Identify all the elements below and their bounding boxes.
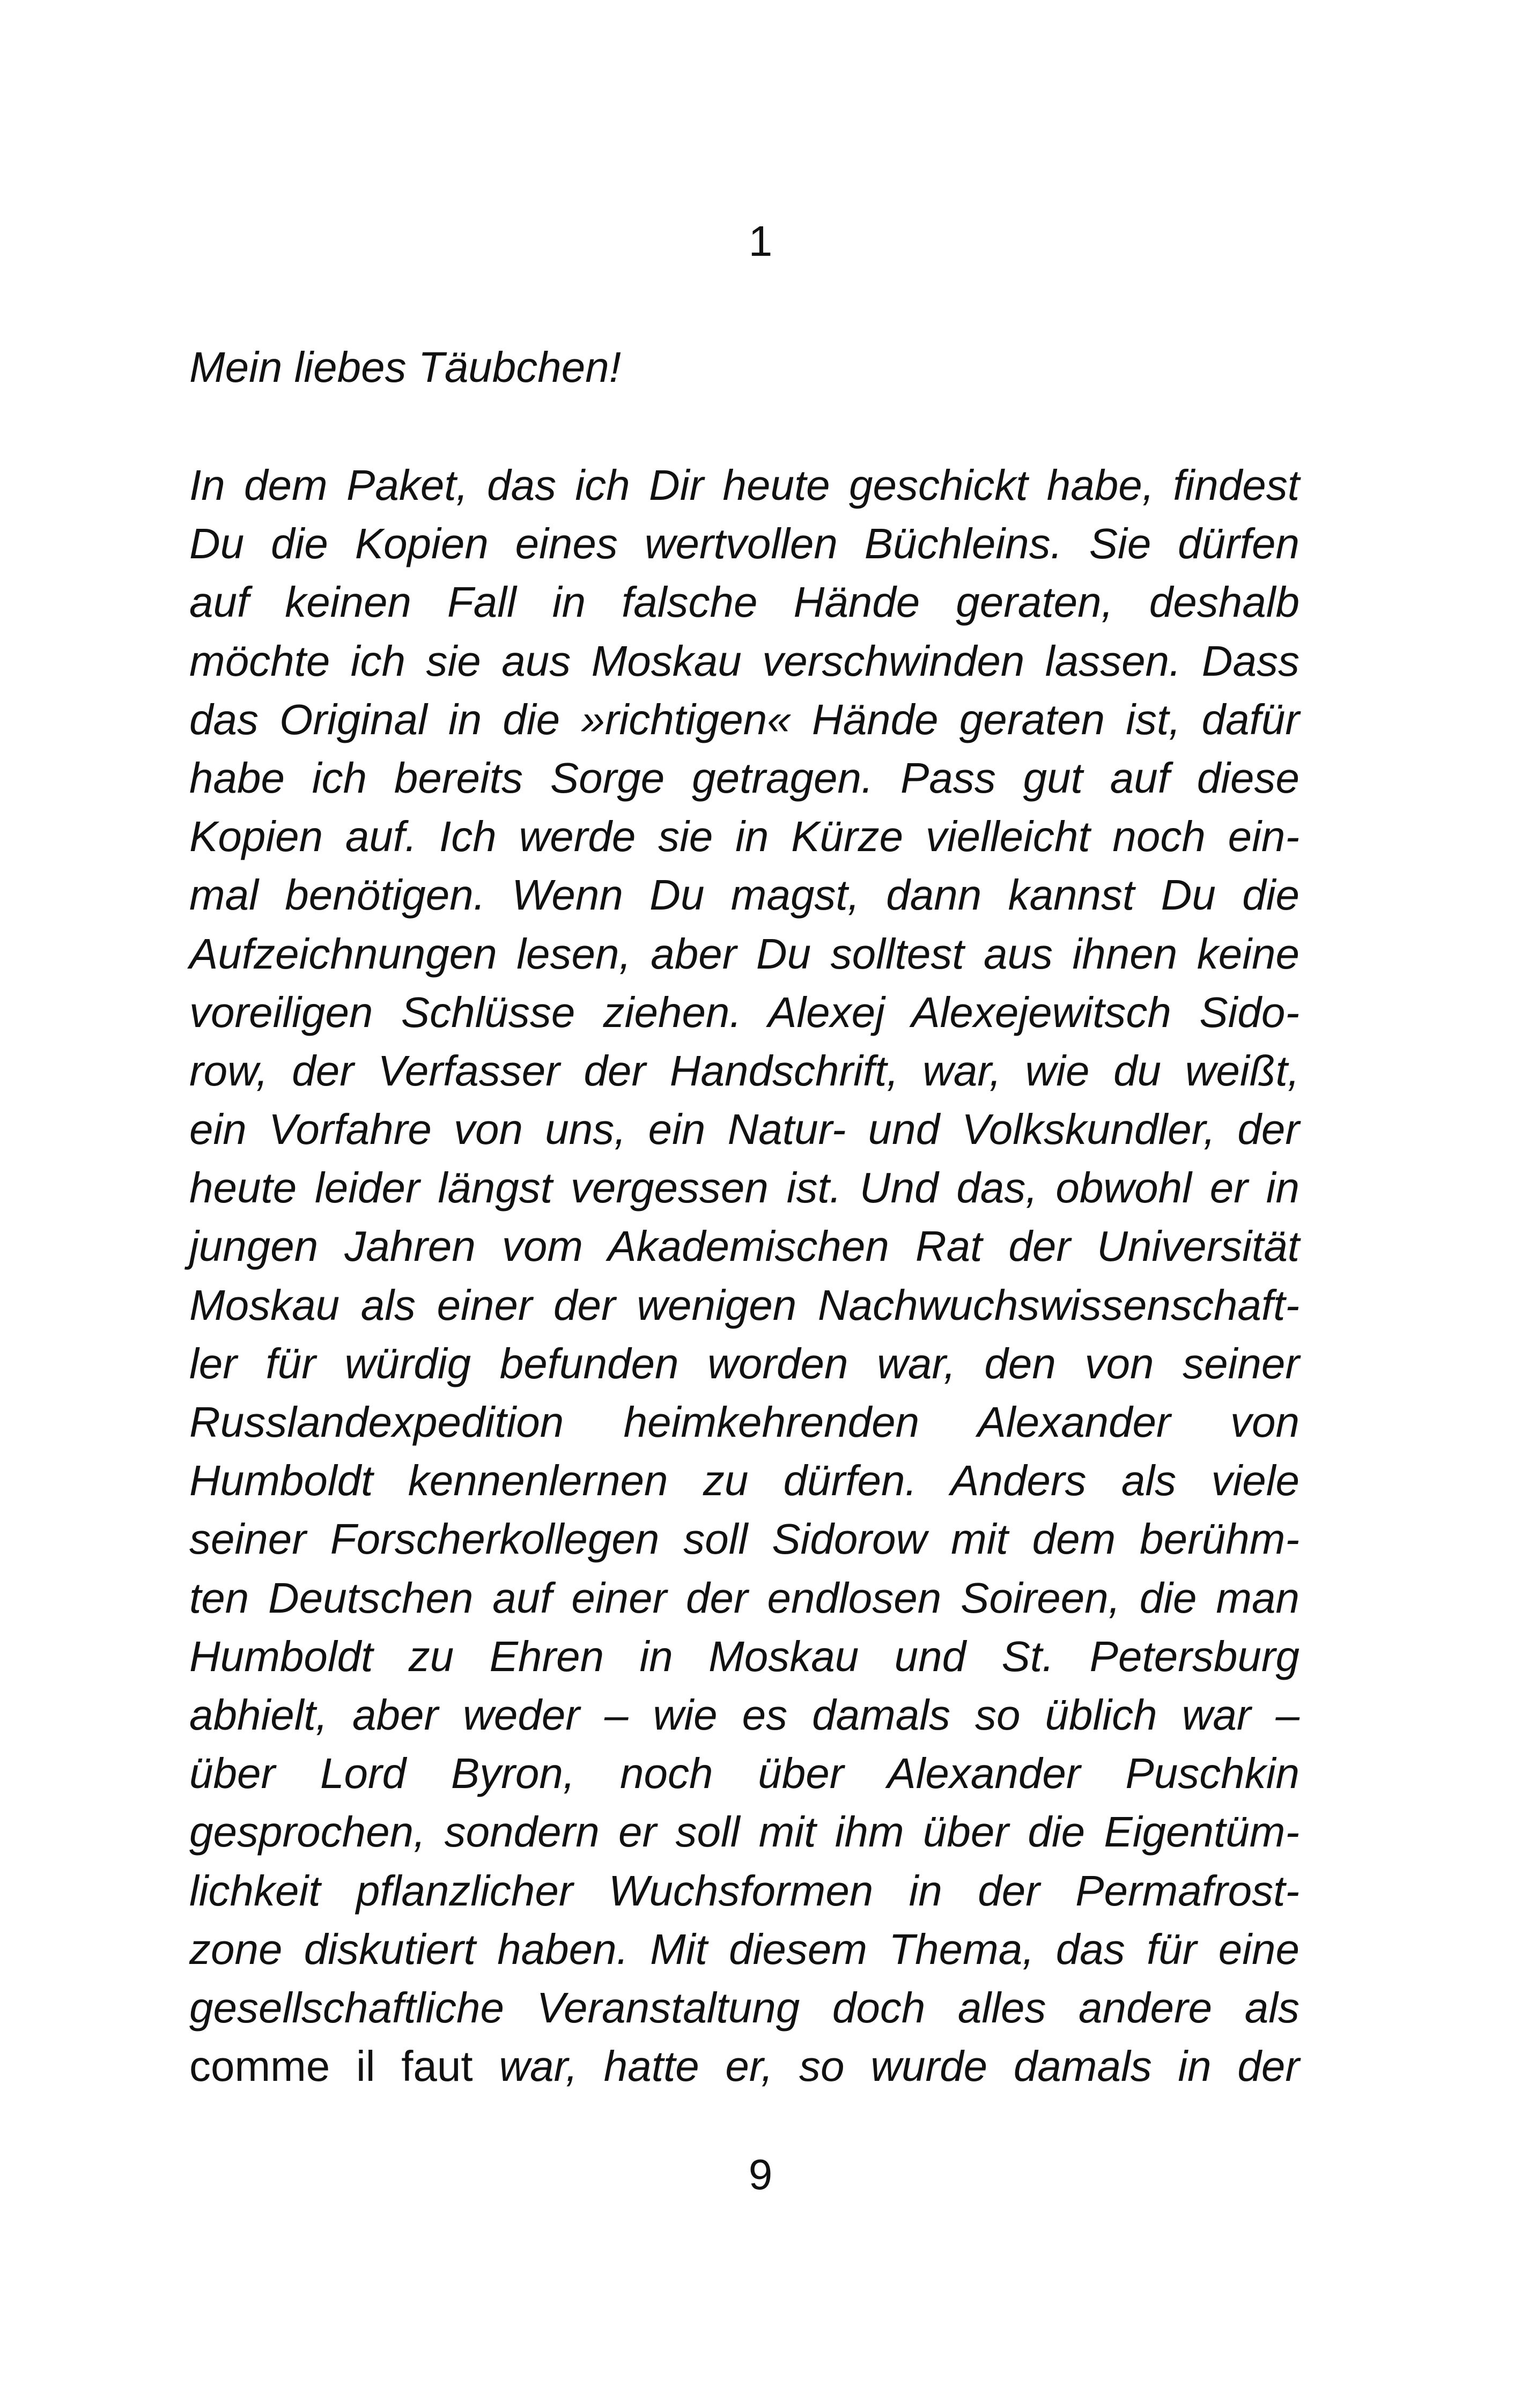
page-number: 9	[748, 2151, 773, 2198]
text-line: Moskau als einer der wenigen Nachwuchswissenschaft-	[189, 1281, 1300, 1329]
text-line: voreiligen Schlüsse ziehen. Alexej Alexejewitsch Sido-	[189, 988, 1300, 1036]
text-line: zone diskutiert haben. Mit diesem Thema, das für eine	[189, 1925, 1300, 1973]
text-line: lichkeit pflanzlicher Wuchsformen in der Permafrost-	[189, 1866, 1300, 1915]
final-text-line	[189, 2037, 1300, 2095]
text-line: mal benötigen. Wenn Du magst, dann kannst Du die	[189, 871, 1300, 919]
text-line: ten Deutschen auf einer der endlosen Soireen, die man	[189, 1574, 1300, 1622]
text-line: gesprochen, sondern er soll mit ihm über die Eigentüm-	[189, 1808, 1300, 1856]
text-line: abhielt, aber weder – wie es damals so üblich war –	[189, 1690, 1300, 1739]
text-line: Du die Kopien eines wertvollen Büchleins. Sie dürfen	[189, 520, 1300, 568]
text-line: seiner Forscherkollegen soll Sidorow mit dem berühm-	[189, 1515, 1300, 1563]
text-line: row, der Verfasser der Handschrift, war, wie du weißt,	[189, 1046, 1300, 1095]
text-line: auf keinen Fall in falsche Hände geraten, deshalb	[189, 578, 1300, 626]
letter-body	[189, 456, 1300, 2095]
roman-phrase: comme il faut	[189, 2042, 473, 2091]
text-line: Aufzeichnungen lesen, aber Du solltest aus ihnen keine	[189, 929, 1300, 978]
text-line: gesellschaftliche Veranstaltung doch alles andere als	[189, 1983, 1300, 2032]
text-line: Russlandexpedition heimkehrenden Alexander von	[189, 1398, 1300, 1446]
text-line: jungen Jahren vom Akademischen Rat der Universität	[189, 1222, 1300, 1271]
text-line: habe ich bereits Sorge getragen. Pass gut auf diese	[189, 754, 1300, 802]
text-line: Humboldt zu Ehren in Moskau und St. Petersburg	[189, 1632, 1300, 1680]
text-line: ler für würdig befunden worden war, den von seiner	[189, 1339, 1300, 1387]
italic-phrase: war, hatte er, so wurde damals in der	[472, 2042, 1300, 2091]
chapter-number: 1	[748, 217, 773, 265]
letter-salutation: Mein liebes Täubchen!	[189, 343, 621, 391]
text-line: Humboldt kennenlernen zu dürfen. Anders als viele	[189, 1457, 1300, 1505]
text-line: über Lord Byron, noch über Alexander Puschkin	[189, 1749, 1300, 1798]
text-line: heute leider längst vergessen ist. Und das, obwohl er in	[189, 1164, 1300, 1212]
text-line: möchte ich sie aus Moskau verschwinden lassen. Dass	[189, 637, 1300, 685]
text-line: das Original in die »richtigen« Hände geraten ist, dafür	[189, 695, 1300, 743]
text-line: ein Vorfahre von uns, ein Natur- und Volkskundler, der	[189, 1105, 1300, 1154]
text-line: In dem Paket, das ich Dir heute geschickt habe, findest	[189, 461, 1300, 509]
text-line: Kopien auf. Ich werde sie in Kürze vielleicht noch ein-	[189, 812, 1300, 861]
